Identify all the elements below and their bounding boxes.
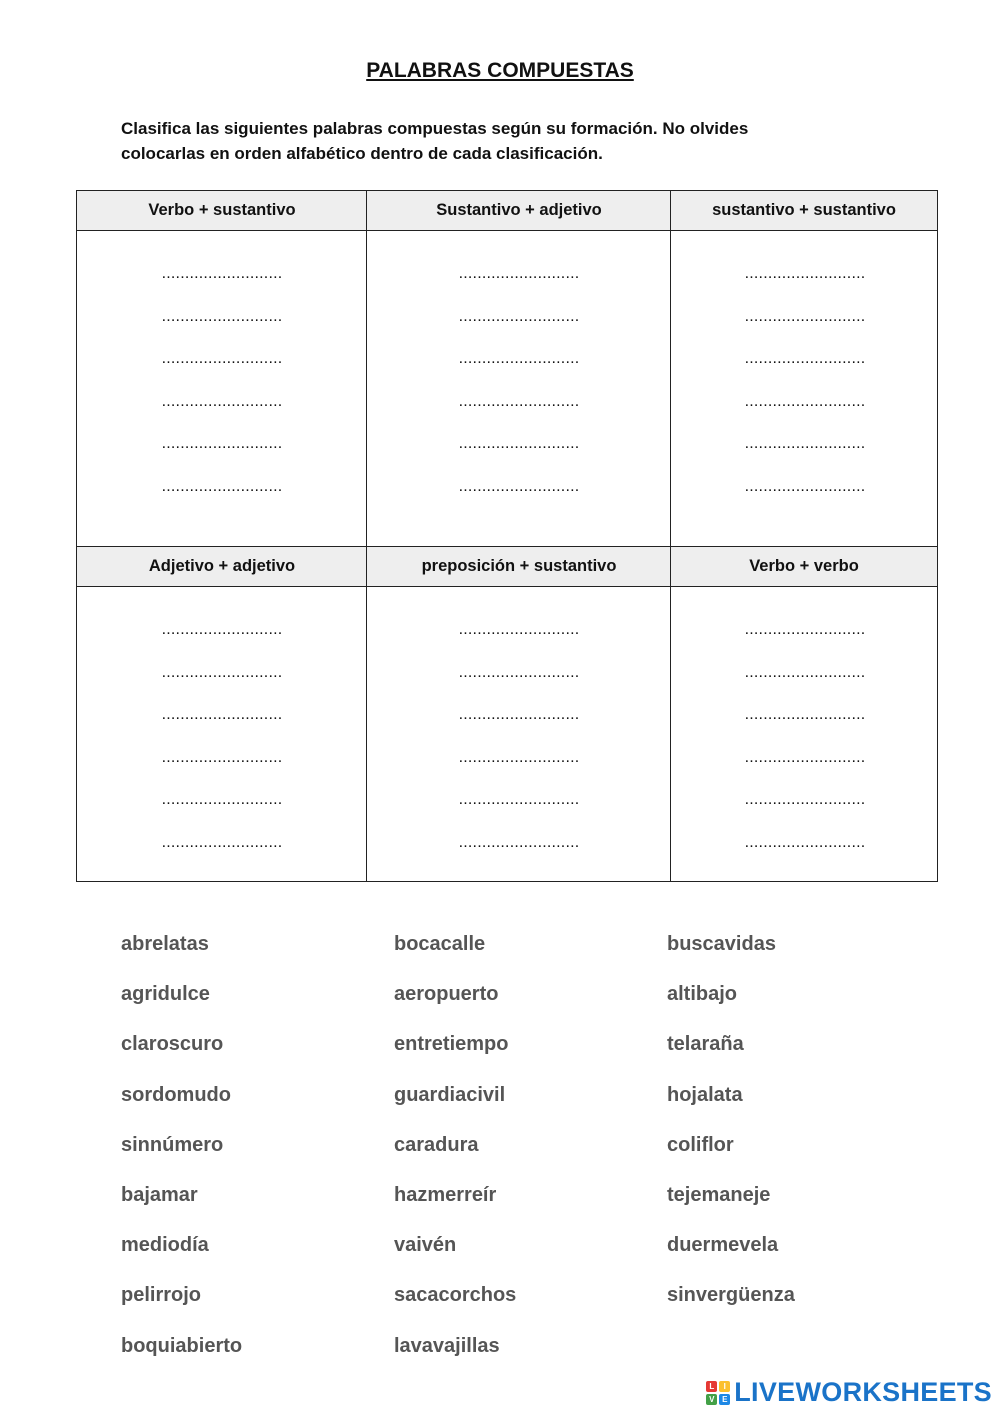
answer-blank[interactable]: .......................... <box>458 748 580 766</box>
liveworksheets-logo-icon <box>706 1381 730 1405</box>
word-bank-item[interactable]: entretiempo <box>394 1033 509 1056</box>
word-bank-item[interactable]: caradura <box>394 1133 479 1156</box>
classification-table <box>76 190 938 882</box>
answer-blank[interactable]: .......................... <box>458 706 580 724</box>
category-header-sustantivo-sustantivo: sustantivo + sustantivo <box>671 191 937 230</box>
word-bank-item[interactable]: sacacorchos <box>394 1284 517 1307</box>
word-bank-item[interactable]: sinvergüenza <box>667 1284 795 1307</box>
answer-blank[interactable]: .......................... <box>458 621 580 638</box>
word-bank-item[interactable]: lavavajillas <box>394 1334 500 1357</box>
answer-blank[interactable]: .......................... <box>161 748 283 766</box>
category-header-verbo-sustantivo: Verbo + sustantivo <box>77 191 367 230</box>
instructions <box>121 116 881 166</box>
word-bank-item[interactable]: vaivén <box>394 1234 457 1257</box>
answer-blank[interactable]: .......................... <box>744 663 866 681</box>
answer-blank[interactable]: .......................... <box>458 350 580 368</box>
word-bank-item[interactable]: claroscuro <box>121 1033 224 1056</box>
answer-blank[interactable]: .......................... <box>744 791 866 809</box>
brand-text: LIVEWORKSHEETS <box>734 1377 992 1407</box>
word-bank-item[interactable]: altibajo <box>667 983 738 1006</box>
instructions-line-1: Clasifica las siguientes palabras compuestas según su formación. No olvides <box>121 119 749 138</box>
answer-blank[interactable]: .......................... <box>161 621 283 638</box>
answer-blank[interactable]: .......................... <box>744 435 866 453</box>
word-bank-item[interactable]: hojalata <box>667 1083 743 1106</box>
answer-blank[interactable]: .......................... <box>161 307 283 325</box>
answer-blank[interactable]: .......................... <box>744 392 866 410</box>
answer-blank[interactable]: .......................... <box>744 748 866 766</box>
answer-blank[interactable]: .......................... <box>161 435 283 453</box>
answer-blank[interactable]: .......................... <box>458 478 580 495</box>
answer-blank[interactable]: .......................... <box>744 834 866 851</box>
answer-blank[interactable]: .......................... <box>458 265 580 282</box>
answer-blank[interactable]: .......................... <box>744 706 866 724</box>
answer-blank[interactable]: .......................... <box>161 478 283 495</box>
category-header-adjetivo-adjetivo: Adjetivo + adjetivo <box>77 547 367 586</box>
category-header-preposicion-sustantivo: preposición + sustantivo <box>367 547 671 586</box>
word-bank-item[interactable]: hazmerreír <box>394 1184 497 1206</box>
logo-letter: E <box>719 1394 730 1405</box>
answer-blank[interactable]: .......................... <box>161 834 283 851</box>
word-bank-item[interactable]: coliflor <box>667 1133 734 1156</box>
word-bank-item[interactable]: tejemaneje <box>667 1184 771 1206</box>
answer-blank[interactable]: .......................... <box>161 392 283 410</box>
word-bank-item[interactable]: mediodía <box>121 1234 209 1257</box>
category-header-sustantivo-adjetivo: Sustantivo + adjetivo <box>367 191 671 230</box>
answer-blank[interactable]: .......................... <box>744 265 866 282</box>
row-divider <box>77 230 937 231</box>
column-divider <box>670 191 671 881</box>
answer-blank[interactable]: .......................... <box>744 478 866 495</box>
word-bank-item[interactable]: pelirrojo <box>121 1284 202 1307</box>
word-bank-item[interactable]: telaraña <box>667 1033 744 1056</box>
category-header-verbo-verbo: Verbo + verbo <box>671 547 937 586</box>
logo-letter: V <box>706 1394 717 1405</box>
answer-blank[interactable]: .......................... <box>744 350 866 368</box>
column-divider <box>366 191 367 881</box>
logo-letter: I <box>719 1381 730 1392</box>
answer-blank[interactable]: .......................... <box>458 663 580 681</box>
word-bank-item[interactable]: sinnúmero <box>121 1133 224 1156</box>
instructions-line-2: colocarlas en orden alfabético dentro de cada clasificación. <box>121 144 603 163</box>
word-bank-item[interactable]: bajamar <box>121 1184 198 1206</box>
word-bank-item[interactable]: agridulce <box>121 983 210 1006</box>
word-bank-item[interactable]: guardiacivil <box>394 1083 506 1106</box>
row-divider <box>77 586 937 587</box>
answer-blank[interactable]: .......................... <box>458 307 580 325</box>
answer-blank[interactable]: .......................... <box>458 791 580 809</box>
answer-blank[interactable]: .......................... <box>161 265 283 282</box>
logo-letter: L <box>706 1381 717 1392</box>
word-bank-item[interactable]: duermevela <box>667 1234 779 1257</box>
answer-blank[interactable]: .......................... <box>161 663 283 681</box>
answer-blank[interactable]: .......................... <box>744 621 866 638</box>
word-bank-item[interactable]: bocacalle <box>394 933 486 955</box>
answer-blank[interactable]: .......................... <box>458 392 580 410</box>
answer-blank[interactable]: .......................... <box>161 791 283 809</box>
answer-blank[interactable]: .......................... <box>458 435 580 453</box>
word-bank-item[interactable]: boquiabierto <box>121 1334 243 1357</box>
word-bank-item[interactable]: buscavidas <box>667 933 776 955</box>
answer-blank[interactable]: .......................... <box>458 834 580 851</box>
answer-blank[interactable]: .......................... <box>744 307 866 325</box>
word-bank-item[interactable]: aeropuerto <box>394 983 499 1006</box>
word-bank-item[interactable]: abrelatas <box>121 933 209 955</box>
liveworksheets-brand <box>706 1377 992 1408</box>
answer-blank[interactable]: .......................... <box>161 350 283 368</box>
row-divider <box>77 546 937 547</box>
answer-blank[interactable]: .......................... <box>161 706 283 724</box>
page-title: PALABRAS COMPUESTAS <box>366 59 634 82</box>
word-bank-item[interactable]: sordomudo <box>121 1083 231 1106</box>
